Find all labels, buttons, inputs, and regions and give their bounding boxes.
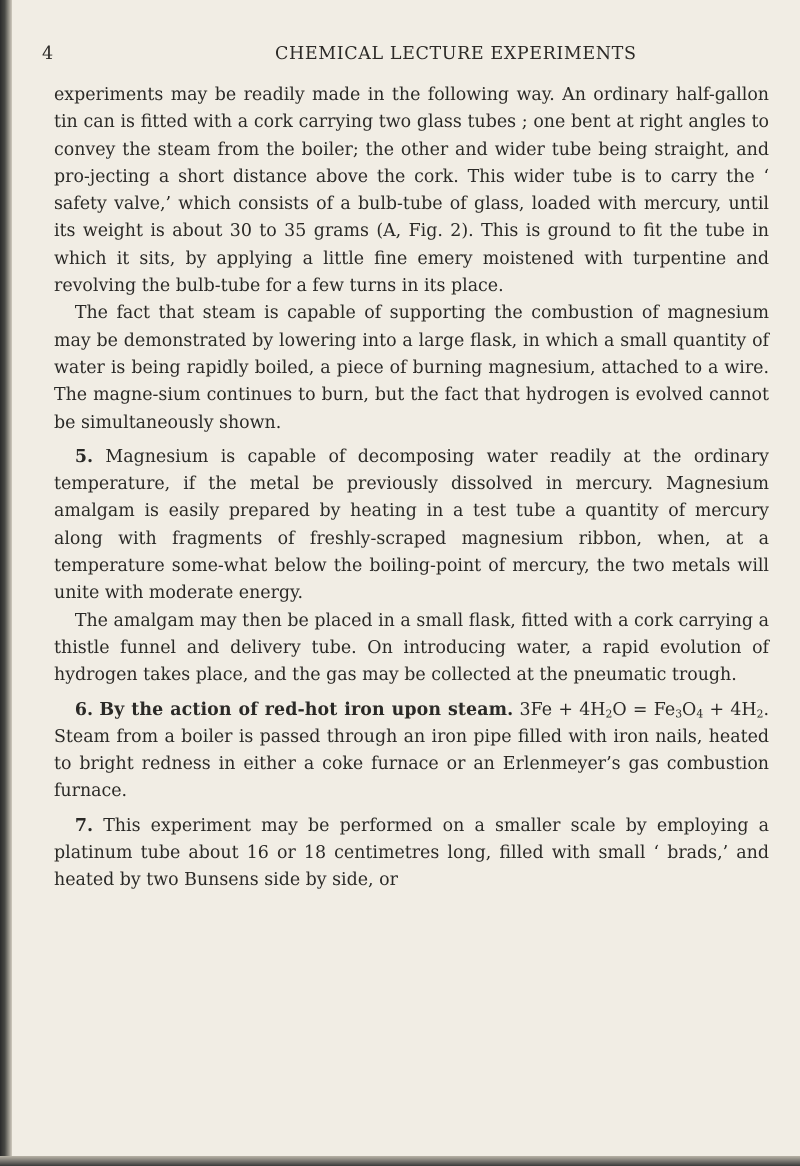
chemical-equation bbox=[520, 700, 769, 720]
experiment-number: 5. bbox=[74, 446, 94, 467]
experiment-number: 6. bbox=[74, 699, 94, 720]
equation-part: + 4H bbox=[703, 699, 757, 720]
experiment-text: This experiment may be performed on a smaller scale by employing a platinum tube about 16 or 18 centimetres long, filled with small ‘ brads,’ and heated by two Bunsens side by side, or bbox=[54, 815, 770, 891]
paragraph-experiment-6 bbox=[54, 697, 769, 806]
book-page bbox=[12, 0, 800, 1156]
paragraph-steam-boiler: experiments may be readily made in the following way. An ordinary half-gallon tin can is fitted with a cork carrying two glass tubes ; one bent at right angles to convey the steam from the boiler; the other and wider tube being straight, and pro-jecting a short distance above the cork. This wider tube is to carry the ‘ safety valve,’ which consists of a bulb-tube of glass, loaded with mercury, until its weight is about 30 to 35 grams (A, Fig. 2). This is ground to fit the tube in which it sits, by applying a little fine emery moistened with turpentine and revolving the bulb-tube for a few turns in its place. bbox=[54, 85, 769, 297]
scan-binding-edge bbox=[0, 0, 12, 1166]
experiment-title: By the action of red-hot iron upon steam. bbox=[99, 699, 514, 720]
equation-part: O = Fe bbox=[612, 699, 676, 720]
body-text bbox=[54, 82, 769, 895]
experiment-text: Magnesium is capable of decomposing water readily at the ordinary temperature, if the metal be previously dissolved in mercury. Magnesium amalgam is easily prepared by heating in a test tube a quantity of mercury along with fragments of freshly-scraped magnesium ribbon, when, at a temperature some-what below the boiling-point of mercury, the two metals will unite with moderate energy. bbox=[54, 446, 770, 604]
running-head: CHEMICAL LECTURE EXPERIMENTS bbox=[275, 44, 637, 64]
paragraph-magnesium-combustion: The fact that steam is capable of supporting the combustion of magnesium may be demonstrated by lowering into a large flask, in which a small quantity of water is being rapidly boiled, a piece of burning magnesium, attached to a wire. The magne-sium continues to burn, but the fact that hydrogen is evolved cannot be simultaneously shown. bbox=[54, 303, 769, 433]
paragraph-amalgam: The amalgam may then be placed in a small flask, fitted with a cork carrying a thistle funnel and delivery tube. On introducing water, a rapid evolution of hydrogen takes place, and the gas may be collected at the pneumatic trough. bbox=[54, 610, 769, 686]
scan-bottom-edge bbox=[0, 1156, 800, 1166]
paragraph-experiment-7 bbox=[54, 813, 769, 895]
equation-part: O bbox=[682, 699, 697, 720]
equation-part: 3Fe + 4H bbox=[519, 699, 606, 720]
equation-subscript: 4 bbox=[696, 707, 704, 721]
page-number: 4 bbox=[42, 44, 54, 64]
equation-subscript: 3 bbox=[675, 707, 683, 721]
experiment-number: 7. bbox=[74, 815, 94, 836]
equation-part: . bbox=[763, 699, 769, 720]
paragraph-experiment-5 bbox=[54, 444, 769, 608]
equation-subscript: 2 bbox=[605, 707, 613, 721]
experiment-text: Steam from a boiler is passed through an iron pipe filled with iron nails, heated to bright redness in either a coke furnace or an Erlenmeyer’s gas combustion furnace. bbox=[54, 726, 769, 802]
page-header bbox=[12, 44, 800, 68]
equation-subscript: 2 bbox=[756, 707, 764, 721]
